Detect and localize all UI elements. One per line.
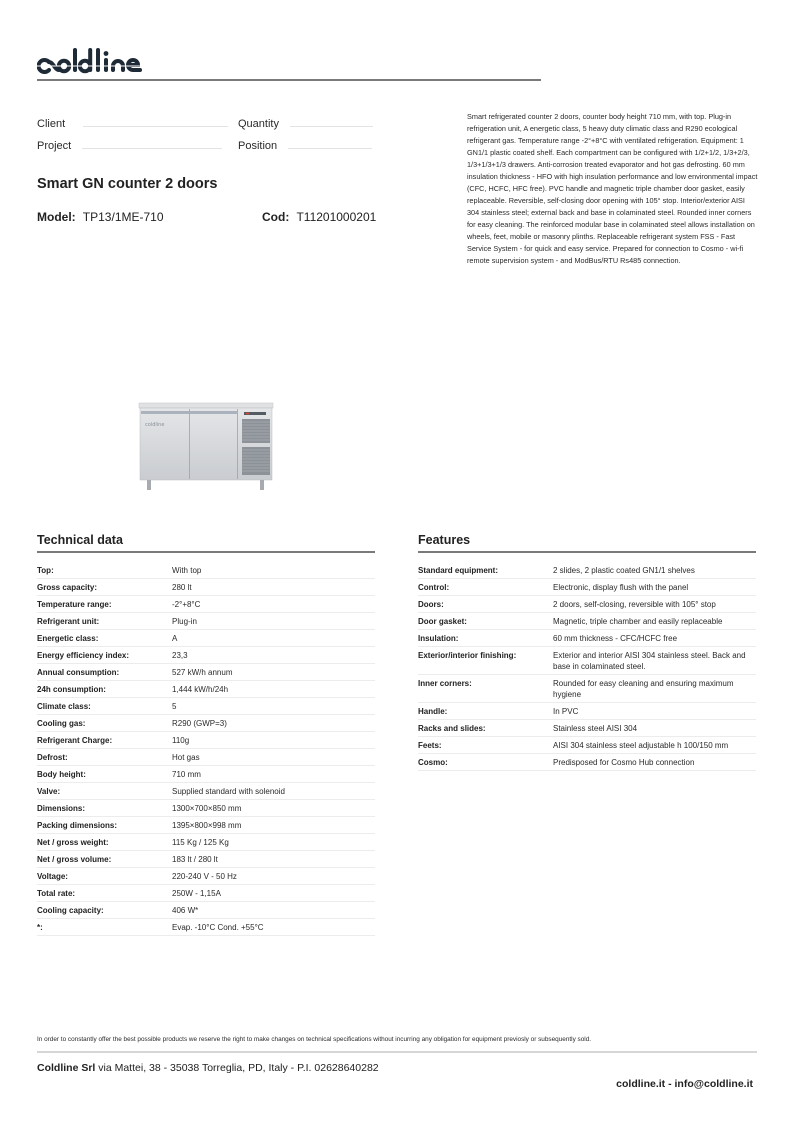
table-row [418, 754, 756, 771]
row-label: Temperature range: [37, 600, 112, 609]
technical-data-title: Technical data [37, 533, 375, 553]
row-value: 1395×800×998 mm [172, 821, 242, 830]
technical-data-table [37, 562, 375, 936]
table-row [418, 613, 756, 630]
row-value: In PVC [553, 707, 579, 716]
quantity-input-line[interactable] [290, 126, 373, 127]
row-label: Cooling capacity: [37, 906, 104, 915]
code-info [262, 210, 376, 224]
company-name: Coldline Srl [37, 1062, 96, 1074]
product-title: Smart GN counter 2 doors [37, 176, 218, 192]
technical-data-section [37, 533, 375, 936]
table-row [37, 647, 375, 664]
table-row [418, 579, 756, 596]
row-label: Refrigerant Charge: [37, 736, 113, 745]
row-label: Cosmo: [418, 758, 448, 767]
table-row [37, 834, 375, 851]
row-label: Net / gross volume: [37, 855, 112, 864]
table-row [418, 647, 756, 675]
table-row [37, 596, 375, 613]
row-label: Inner corners: [418, 679, 472, 688]
table-row [418, 720, 756, 737]
row-label: Valve: [37, 787, 61, 796]
table-row [418, 675, 756, 703]
row-value: Evap. -10°C Cond. +55°C [172, 923, 264, 932]
model-value: TP13/1ME-710 [82, 210, 164, 224]
row-value: Rounded for easy cleaning and ensuring maximum hygiene [553, 679, 734, 699]
footer-divider [37, 1051, 757, 1053]
table-row [37, 749, 375, 766]
table-row [37, 732, 375, 749]
position-field[interactable] [238, 140, 372, 152]
row-label: Racks and slides: [418, 724, 486, 733]
table-row [37, 664, 375, 681]
client-field[interactable] [37, 118, 228, 130]
table-row [37, 562, 375, 579]
row-value: Plug-in [172, 617, 197, 626]
code-label: Cod: [262, 210, 290, 224]
table-row [37, 715, 375, 732]
row-value: 220-240 V - 50 Hz [172, 872, 237, 881]
row-value: 60 mm thickness - CFC/HCFC free [553, 634, 678, 643]
row-label: Climate class: [37, 702, 91, 711]
row-label: Total rate: [37, 889, 76, 898]
client-label: Client [37, 118, 66, 130]
row-value: -2°+8°C [172, 600, 201, 609]
row-label: Control: [418, 583, 450, 592]
row-value: 23,3 [172, 651, 188, 660]
table-row [418, 562, 756, 579]
row-value: 280 lt [172, 583, 192, 592]
row-value: Electronic, display flush with the panel [553, 583, 689, 592]
row-value: 1,444 kW/h/24h [172, 685, 229, 694]
row-value: With top [172, 566, 202, 575]
row-value: 115 Kg / 125 Kg [172, 838, 229, 847]
table-row [37, 630, 375, 647]
table-row [37, 783, 375, 800]
position-input-line[interactable] [288, 148, 372, 149]
row-label: *: [37, 923, 43, 932]
model-info [37, 210, 164, 224]
row-value: 710 mm [172, 770, 201, 779]
row-value: Hot gas [172, 753, 200, 762]
row-label: Packing dimensions: [37, 821, 118, 830]
row-value: Stainless steel AISI 304 [553, 724, 638, 733]
table-row [37, 681, 375, 698]
row-label: Net / gross weight: [37, 838, 109, 847]
project-label: Project [37, 140, 72, 152]
row-value: 1300×700×850 mm [172, 804, 242, 813]
row-label: Refrigerant unit: [37, 617, 100, 626]
row-label: Insulation: [418, 634, 459, 643]
footer-disclaimer: In order to constantly offer the best possible products we reserve the right to make changes on technical specifications without incurring any obligation for equipment previosly or subsequently sold. [37, 1036, 592, 1043]
row-label: Door gasket: [418, 617, 467, 626]
row-value: 2 slides, 2 plastic coated GN1/1 shelves [553, 566, 695, 575]
table-row [37, 902, 375, 919]
footer-contact-links[interactable]: coldline.it - info@coldline.it [616, 1078, 753, 1090]
footer-company [37, 1062, 379, 1074]
company-address: via Mattei, 38 - 35038 Torreglia, PD, Italy - P.I. 02628640282 [95, 1062, 379, 1074]
row-value: 183 lt / 280 lt [172, 855, 218, 864]
row-value: 110g [172, 736, 190, 745]
svg-text:coldline: coldline [145, 422, 165, 428]
row-label: Energy efficiency index: [37, 651, 130, 660]
row-label: Cooling gas: [37, 719, 86, 728]
table-row [37, 579, 375, 596]
row-label: Body height: [37, 770, 86, 779]
table-row [37, 800, 375, 817]
row-value: AISI 304 stainless steel adjustable h 100/150 mm [553, 741, 729, 750]
row-label: Energetic class: [37, 634, 99, 643]
row-label: Voltage: [37, 872, 68, 881]
table-row [418, 630, 756, 647]
row-label: Exterior/interior finishing: [418, 651, 517, 660]
table-row [418, 596, 756, 613]
client-input-line[interactable] [83, 126, 228, 127]
row-value: 527 kW/h annum [172, 668, 233, 677]
coldline-logo [37, 44, 165, 74]
row-value: Supplied standard with solenoid [172, 787, 285, 796]
table-row [37, 766, 375, 783]
table-row [418, 703, 756, 720]
row-value: R290 (GWP=3) [172, 719, 227, 728]
table-row [37, 919, 375, 936]
row-value: 250W - 1,15A [172, 889, 221, 898]
table-row [37, 851, 375, 868]
row-label: Feets: [418, 741, 442, 750]
project-input-line[interactable] [82, 148, 222, 149]
project-field[interactable] [37, 140, 222, 152]
row-label: Doors: [418, 600, 444, 609]
table-row [418, 737, 756, 754]
quantity-label: Quantity [238, 118, 279, 130]
row-label: Handle: [418, 707, 448, 716]
table-row [37, 868, 375, 885]
row-value: Predisposed for Cosmo Hub connection [553, 758, 695, 767]
product-description: Smart refrigerated counter 2 doors, counter body height 710 mm, with top. Plug-in refrigeration unit, A energetic class, 5 heavy duty climatic class and R290 ecological refrigerant gas. Temperature range -2°+8°C with ventilated refrigeration. Equipment: 1 GN1/1 plastic coated shelf. Each compartment can be configured with 1/2+1/2, 1/3+2/3, 1/3+1/3+1/3 drawers. Anti-corrosion treated evaporator and hot gas defrosting. 60 mm insulation thickness - HFO with high insulation performance and low environmental impact (CFC, HCFC, HFC free). PVC handle and magnetic triple chamber door gasket, easily replaceable. Reversible, self-closing door opening with 105° stop. Interior/exterior AISI 304 stainless steel; external back and base in colaminated steel. Rounded inner corners for easy cleaning. The reinforced modular base in colaminated steel allows installation on wheels, feet, mobile or masonry plinths. Replaceable refrigerant system FSS - Fast Service System - for quick and easy service. Prepared for connection to Cosmo - wi-fi remote supervision system - and ModBus/RTU Rs485 connection. [467, 112, 758, 265]
row-label: Annual consumption: [37, 668, 120, 677]
row-value: 406 W* [172, 906, 199, 915]
product-image [137, 400, 275, 492]
row-value: Exterior and interior AISI 304 stainless steel. Back and base in colaminated steel. [553, 651, 746, 671]
table-row [37, 885, 375, 902]
row-label: 24h consumption: [37, 685, 106, 694]
row-label: Gross capacity: [37, 583, 98, 592]
features-title: Features [418, 533, 756, 553]
row-value: Magnetic, triple chamber and easily replaceable [553, 617, 723, 626]
row-value: 2 doors, self-closing, reversible with 105° stop [553, 600, 716, 609]
position-label: Position [238, 140, 278, 152]
header-divider [37, 79, 541, 81]
model-label: Model: [37, 210, 76, 224]
row-label: Defrost: [37, 753, 68, 762]
code-value: T11201000201 [296, 210, 377, 224]
row-value: A [172, 634, 178, 643]
features-section [418, 533, 756, 771]
row-value: 5 [172, 702, 177, 711]
table-row [37, 817, 375, 834]
features-table [418, 562, 756, 771]
quantity-field[interactable] [238, 118, 373, 130]
row-label: Dimensions: [37, 804, 86, 813]
row-label: Standard equipment: [418, 566, 499, 575]
row-label: Top: [37, 566, 54, 575]
table-row [37, 613, 375, 630]
table-row [37, 698, 375, 715]
